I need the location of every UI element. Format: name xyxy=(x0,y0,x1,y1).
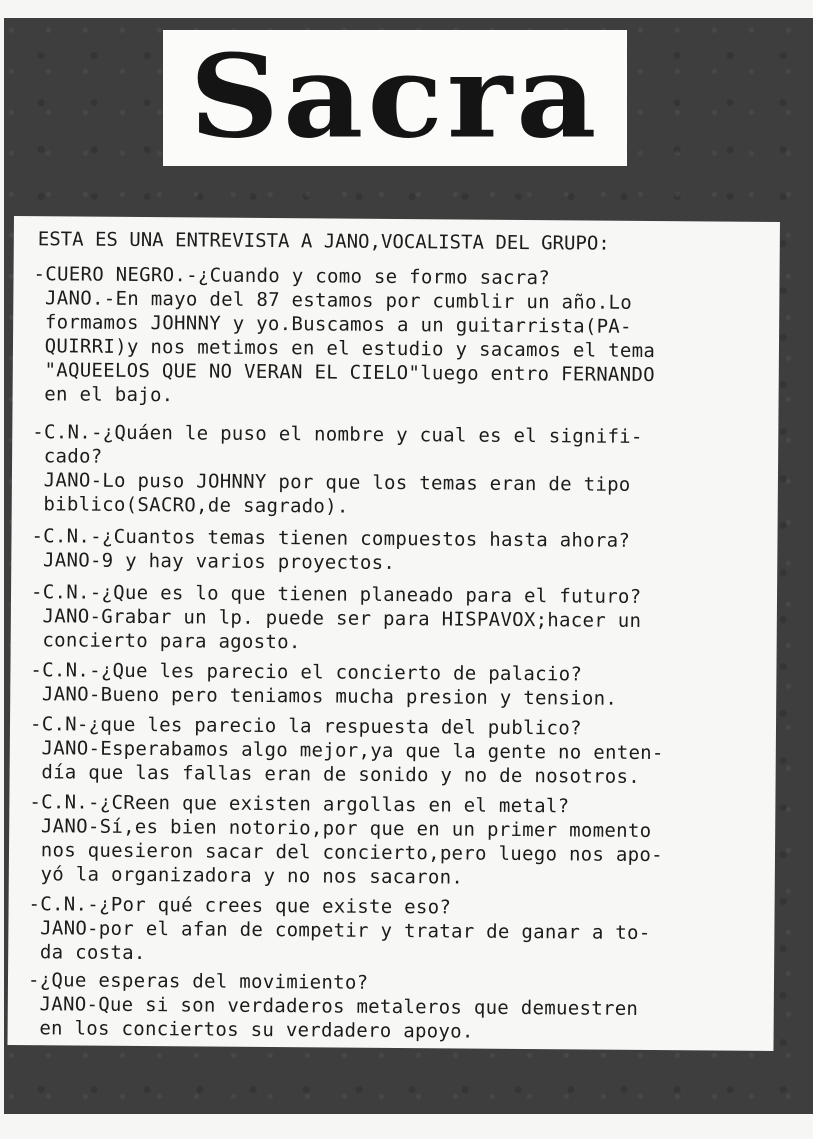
text-line: -C.N.-¿Por qué crees que existe eso? xyxy=(28,893,452,919)
text-line: -C.N.-¿Que es lo que tienen planeado para el futuro? xyxy=(30,581,642,608)
text-line: JANO-9 y hay varios proyectos. xyxy=(31,549,396,575)
text-line: -¿Que esperas del movimiento? xyxy=(27,969,369,994)
text-line: -C.N.-¿Cuantos temas tienen compuestos hasta ahora? xyxy=(31,525,631,552)
text-line: formamos JOHNNY y yo.Buscamos a un guitarrista(PA- xyxy=(33,311,632,338)
text-line: JANO-Bueno pero teniamos mucha presion y tension. xyxy=(30,683,618,710)
qa-block xyxy=(30,712,664,789)
text-line: nos quesieron sacar del concierto,pero luego nos apo- xyxy=(28,839,663,867)
qa-block xyxy=(28,892,651,969)
text-line: JANO.-En mayo del 87 estamos por cumblir un año.Lo xyxy=(33,287,633,314)
text-line: yó la organizadora y no nos sacaron. xyxy=(28,863,464,889)
text-line: JANO-por el afan de competir y tratar de ganar a to- xyxy=(28,917,651,945)
text-line: da costa. xyxy=(28,941,146,965)
text-line: en los conciertos su verdadero apoyo. xyxy=(27,1017,474,1043)
text-line: -C.N.-¿Quáen le puso el nombre y cual es el signifi- xyxy=(32,421,643,448)
text-line: JANO-Grabar un lp. puede ser para HISPAVOX;hacer un xyxy=(30,605,642,632)
qa-block xyxy=(28,968,639,1045)
text-line: -CUERO NEGRO.-¿Cuando y como se formo sacra? xyxy=(33,263,551,290)
interview-panel xyxy=(7,216,779,1051)
text-line: cado? xyxy=(32,445,103,468)
text-line: día que las fallas eran de sonido y no de nosotros. xyxy=(29,761,641,788)
text-line: JANO-Que si son verdaderos metaleros que demuestren xyxy=(27,993,639,1020)
text-line: en el bajo. xyxy=(32,383,174,407)
masthead xyxy=(163,30,627,166)
masthead-title: Sacra xyxy=(189,30,601,165)
text-line: concierto para agosto. xyxy=(30,629,301,654)
text-line: -C.N.-¿Que les parecio el concierto de palacio? xyxy=(30,659,583,686)
qa-block xyxy=(30,658,617,711)
text-line: biblico(SACRO,de sagrado). xyxy=(31,493,349,518)
qa-block xyxy=(32,420,643,521)
qa-block xyxy=(29,790,664,891)
text-line: -C.N.-¿CReen que existen argollas en el metal? xyxy=(29,791,570,818)
text-line: JANO-Esperabamos algo mejor,ya que la gente no enten- xyxy=(29,737,664,765)
qa-block xyxy=(31,524,630,577)
text-line: -C.N-¿que les parecio la respuesta del publico? xyxy=(29,713,582,740)
text-line: QUIRRI)y nos metimos en el estudio y sacamos el tema xyxy=(32,335,656,363)
text-line: JANO-Sí,es bien notorio,por que en un primer momento xyxy=(29,815,652,843)
text-line: "AQUEELOS QUE NO VERAN EL CIELO"luego entro FERNANDO xyxy=(32,359,656,387)
text-line: JANO-Lo puso JOHNNY por que los temas eran de tipo xyxy=(31,469,631,496)
interview-intro: ESTA ES UNA ENTREVISTA A JANO,VOCALISTA DEL GRUPO: xyxy=(37,228,610,255)
qa-block xyxy=(33,262,656,411)
qa-block xyxy=(31,580,642,657)
